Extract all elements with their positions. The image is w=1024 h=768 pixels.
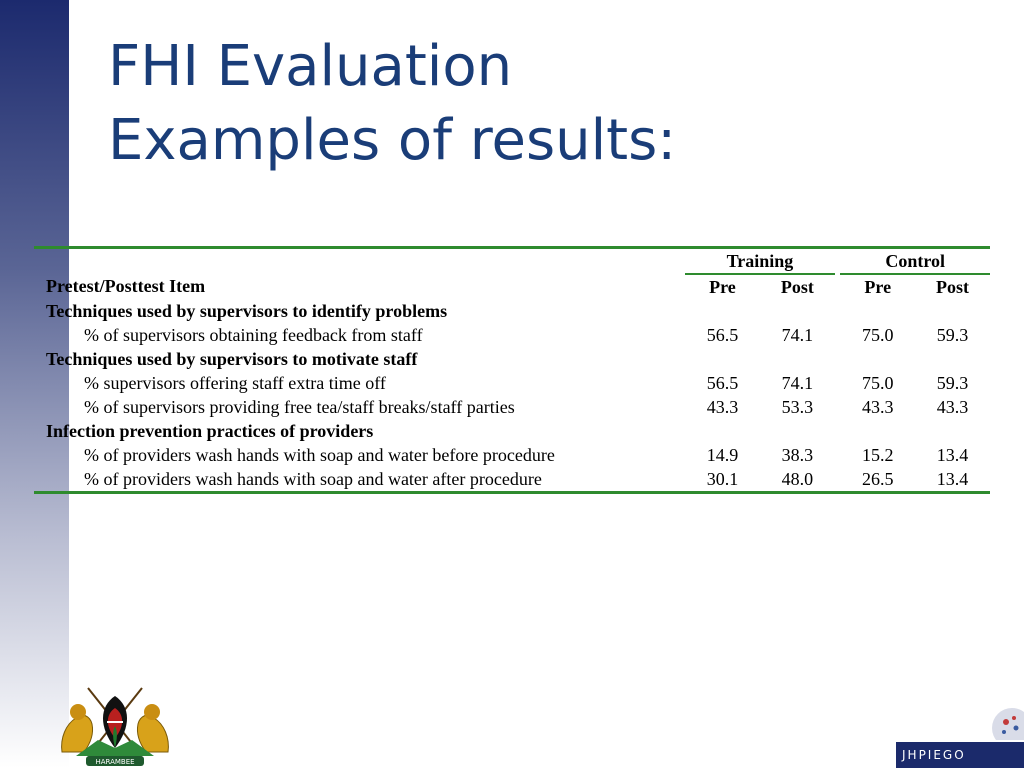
results-table bbox=[34, 249, 990, 491]
cell-control-pre: 43.3 bbox=[861, 396, 894, 417]
col-training-pre: Pre bbox=[709, 276, 736, 297]
cell-control-pre: 15.2 bbox=[861, 444, 894, 465]
section-heading: Techniques used by supervisors to identify problems bbox=[46, 300, 448, 321]
cell-training-post: 74.1 bbox=[781, 372, 814, 393]
cell-control-pre: 75.0 bbox=[861, 372, 894, 393]
cell-control-post: 13.4 bbox=[936, 468, 969, 489]
title-line-1: FHI Evaluation bbox=[108, 34, 513, 99]
table-row bbox=[34, 323, 990, 347]
jhpiego-globe-icon bbox=[990, 706, 1024, 740]
cell-training-post: 74.1 bbox=[781, 324, 814, 345]
section-heading: Infection prevention practices of providers bbox=[46, 420, 374, 441]
header-spacer bbox=[34, 249, 685, 274]
cell-training-pre: 14.9 bbox=[706, 444, 739, 465]
table-row bbox=[34, 467, 990, 491]
cell-control-post: 13.4 bbox=[936, 444, 969, 465]
row-label: % of providers wash hands with soap and water before procedure bbox=[84, 444, 555, 465]
cell-training-pre: 56.5 bbox=[706, 372, 739, 393]
kenya-coat-of-arms-logo bbox=[56, 682, 174, 768]
row-label: % supervisors offering staff extra time off bbox=[84, 372, 386, 393]
table-row bbox=[34, 371, 990, 395]
item-header: Pretest/Posttest Item bbox=[46, 276, 206, 296]
row-label: % of supervisors providing free tea/staff breaks/staff parties bbox=[84, 396, 515, 417]
group-header-training: Training bbox=[685, 249, 835, 274]
cell-control-pre: 75.0 bbox=[861, 324, 894, 345]
row-label: % of providers wash hands with soap and water after procedure bbox=[84, 468, 542, 489]
cell-training-post: 53.3 bbox=[781, 396, 814, 417]
table-row bbox=[34, 395, 990, 419]
section-heading-row bbox=[34, 347, 990, 371]
cell-training-pre: 56.5 bbox=[706, 324, 739, 345]
cell-training-post: 48.0 bbox=[781, 468, 814, 489]
section-heading: Techniques used by supervisors to motivate staff bbox=[46, 348, 418, 369]
cell-training-pre: 43.3 bbox=[706, 396, 739, 417]
column-header-row bbox=[34, 274, 990, 299]
group-header-row bbox=[34, 249, 990, 274]
section-heading-row bbox=[34, 299, 990, 323]
col-training-post: Post bbox=[780, 276, 814, 297]
table-row bbox=[34, 443, 990, 467]
slide-title bbox=[108, 30, 676, 178]
cell-training-post: 38.3 bbox=[781, 444, 814, 465]
section-heading-row bbox=[34, 419, 990, 443]
jhpiego-logo: JHPIEGO bbox=[896, 742, 1024, 768]
cell-control-post: 59.3 bbox=[936, 324, 969, 345]
row-label: % of supervisors obtaining feedback from staff bbox=[84, 324, 423, 345]
cell-training-pre: 30.1 bbox=[706, 468, 739, 489]
crest-motto-text: HARAMBEE bbox=[95, 758, 135, 766]
title-line-2: Examples of results: bbox=[108, 108, 677, 173]
results-table-container bbox=[34, 246, 990, 494]
group-header-control: Control bbox=[840, 249, 990, 274]
cell-control-post: 43.3 bbox=[936, 396, 969, 417]
col-control-post: Post bbox=[936, 276, 970, 297]
cell-control-pre: 26.5 bbox=[861, 468, 894, 489]
col-control-pre: Pre bbox=[864, 276, 892, 297]
cell-control-post: 59.3 bbox=[936, 372, 969, 393]
